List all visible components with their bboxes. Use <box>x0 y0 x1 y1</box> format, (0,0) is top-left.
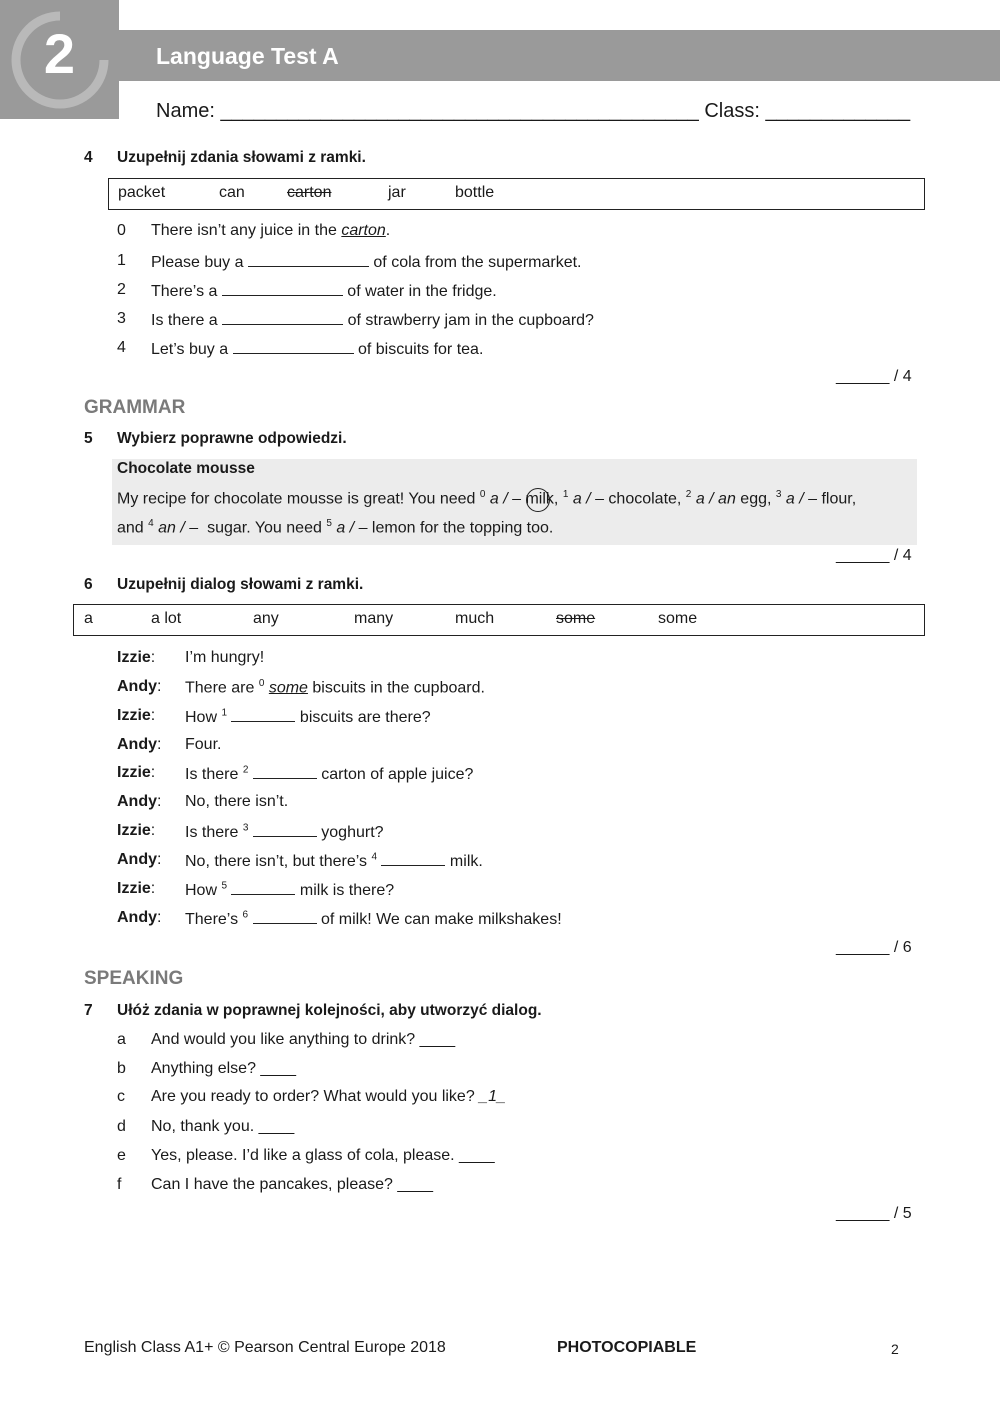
item-text: of strawberry jam in the cupboard? <box>343 312 594 329</box>
ex7-item <box>117 1176 433 1194</box>
name-blank[interactable]: ___________________________________________ <box>220 100 699 122</box>
line-text: How <box>185 882 222 899</box>
option-5[interactable]: a / – <box>336 519 368 537</box>
line-text: biscuits in the cupboard. <box>307 679 485 697</box>
gap-number: 4 <box>371 851 378 863</box>
item-text: Is there a <box>151 312 223 329</box>
answer-blank[interactable] <box>248 252 369 267</box>
word-some: some <box>658 610 698 627</box>
speaker: Izzie <box>117 707 151 724</box>
gap-number: 4 <box>148 518 154 529</box>
item-text: Yes, please. I’d like a glass of cola, please. <box>151 1147 460 1164</box>
speaker: Andy <box>117 736 157 753</box>
item-text: No, thank you. <box>151 1118 259 1135</box>
ex4-item <box>117 281 497 300</box>
grammar-heading: GRAMMAR <box>84 397 186 418</box>
unit-number: 2 <box>43 22 76 85</box>
ex4-item <box>117 310 594 329</box>
ex7-item <box>117 1088 506 1106</box>
item-number: 2 <box>117 281 126 298</box>
footer-copyright: English Class A1+ © Pearson Central Europe 2018 <box>84 1339 446 1356</box>
ex5-line-1 <box>117 489 856 508</box>
ex7-item <box>117 1118 295 1136</box>
ex5-line-2 <box>117 518 553 537</box>
name-label: Name: <box>156 100 215 122</box>
word-jar: jar <box>388 184 406 201</box>
text: sugar. You need <box>198 519 327 537</box>
item-text: And would you like anything to drink? <box>151 1031 420 1048</box>
line-text: There’s <box>185 911 243 928</box>
item-text: Please buy a <box>151 254 248 271</box>
item-text: of water in the fridge. <box>342 283 497 300</box>
ex7-item <box>117 1060 296 1078</box>
item-number: 4 <box>117 339 126 356</box>
ex7-instruction: Ułóż zdania w poprawnej kolejności, aby utworzyć dialog. <box>117 1002 542 1019</box>
speaker: Izzie <box>117 649 151 666</box>
gap-number: 6 <box>242 909 249 921</box>
example-answer: carton <box>341 222 386 239</box>
text: My recipe for chocolate mousse is great! You need <box>117 490 480 508</box>
example-answer: some <box>268 679 308 697</box>
option-1[interactable]: a / – <box>572 490 604 508</box>
ex4-instruction: Uzupełnij zdania słowami z ramki. <box>117 149 366 166</box>
speaker: Andy <box>117 678 157 695</box>
answer-blank[interactable] <box>231 880 295 895</box>
item-number: 1 <box>117 252 126 269</box>
word-bottle: bottle <box>455 184 495 201</box>
gap-number: 5 <box>326 518 332 529</box>
word-can: can <box>219 184 245 201</box>
gap-number: 3 <box>775 489 782 500</box>
item-text: . <box>385 222 391 239</box>
ex6-score[interactable]: ______ / 6 <box>836 939 912 956</box>
answer-blank[interactable] <box>222 281 343 296</box>
ex5-text-title: Chocolate mousse <box>117 460 255 477</box>
line-text: biscuits are there? <box>295 709 431 726</box>
answer-blank[interactable] <box>231 707 295 722</box>
word-many: many <box>354 610 394 627</box>
text: chocolate, <box>603 490 686 508</box>
speaker: Andy <box>117 909 157 926</box>
answer-blank[interactable] <box>233 339 354 354</box>
dialog-line: Andy: No, there isn’t. <box>117 793 289 810</box>
word-some-used: some <box>556 610 596 627</box>
dialog-line: Izzie: How $^5$ milk is there? <box>117 880 395 899</box>
item-letter: b <box>117 1060 126 1077</box>
word-a-lot: a lot <box>151 610 182 627</box>
word-any: any <box>253 610 279 627</box>
line-text: Is there <box>185 824 243 841</box>
word-carton: carton <box>287 184 332 201</box>
dialog-line: Izzie: Is there $^2$ carton of apple juice? <box>117 764 474 783</box>
line-text: No, there isn’t, but there’s <box>185 853 372 870</box>
ex5-score[interactable]: ______ / 4 <box>836 547 912 564</box>
line-text: Is there <box>185 766 243 783</box>
ex7-item <box>117 1147 495 1165</box>
ex6-instruction: Uzupełnij dialog słowami z ramki. <box>117 576 364 593</box>
ex7-number: 7 <box>84 1002 93 1019</box>
gap-number: 2 <box>685 489 692 500</box>
answer-blank[interactable] <box>253 822 317 837</box>
text: lemon for the topping too. <box>367 519 554 537</box>
word-packet: packet <box>118 184 166 201</box>
item-text: Let’s buy a <box>151 341 233 358</box>
ex5-instruction: Wybierz poprawne odpowiedzi. <box>117 430 347 447</box>
gap-number: 2 <box>242 764 249 776</box>
speaker: Izzie <box>117 764 151 781</box>
gap-number: 0 <box>258 678 265 689</box>
item-number: 0 <box>117 222 126 239</box>
line-text: There are <box>185 679 259 697</box>
item-text: Are you ready to order? What would you like? <box>151 1088 480 1105</box>
ex6-number: 6 <box>84 576 93 593</box>
ex6-word-box <box>73 604 925 636</box>
text: flour, <box>817 490 857 508</box>
order-blank[interactable]: ____ <box>258 1118 295 1135</box>
speaker: Izzie <box>117 822 151 839</box>
answer-blank[interactable] <box>381 851 445 866</box>
line-text: yoghurt? <box>316 824 384 841</box>
ex4-number: 4 <box>84 149 93 166</box>
gap-number: 3 <box>242 822 249 834</box>
order-blank[interactable]: ____ <box>459 1147 495 1164</box>
line-text: milk. <box>445 853 483 870</box>
speaking-heading: SPEAKING <box>84 968 184 989</box>
speaker: Andy <box>117 793 157 810</box>
item-text: There’s a <box>151 283 222 300</box>
answer-blank[interactable] <box>253 909 317 924</box>
dialog-line: Izzie: How $^1$ biscuits are there? <box>117 707 431 726</box>
line-text: carton of apple juice? <box>316 766 474 783</box>
selected-answer-circle <box>526 488 550 512</box>
title-bar <box>119 30 1000 81</box>
item-letter: e <box>117 1147 126 1164</box>
line-text: Four. <box>185 736 222 753</box>
dialog-line: Andy: No, there isn’t, but there’s $^4$ milk. <box>117 851 483 870</box>
speaker: Izzie <box>117 880 151 897</box>
item-text: There isn’t any juice in the <box>151 222 342 239</box>
item-text: of biscuits for tea. <box>353 341 484 358</box>
item-text: of cola from the supermarket. <box>368 254 582 271</box>
option-3[interactable]: a / – <box>785 490 818 508</box>
line-text: No, there isn’t. <box>185 793 289 810</box>
item-letter: a <box>117 1031 126 1048</box>
line-text: I’m hungry! <box>185 649 265 666</box>
option-0[interactable]: a / – <box>489 490 522 508</box>
text: and <box>117 519 149 537</box>
answer-blank[interactable] <box>222 310 343 325</box>
ex4-example <box>117 222 391 240</box>
footer-photocopiable: PHOTOCOPIABLE <box>557 1339 697 1356</box>
dialog-line: Izzie: Is there $^3$ yoghurt? <box>117 822 384 841</box>
page-title: Language Test A <box>156 43 339 69</box>
item-text: Can I have the pancakes, please? <box>151 1176 398 1193</box>
dialog-line: Izzie: I’m hungry! <box>117 649 265 666</box>
item-number: 3 <box>117 310 126 327</box>
class-blank[interactable]: _____________ <box>765 100 911 122</box>
line-text: milk is there? <box>295 882 395 899</box>
dialog-line: Andy: There are $^0$ some biscuits in the cupboard. <box>117 678 485 697</box>
order-blank[interactable]: ____ <box>260 1060 296 1077</box>
name-class-row <box>156 100 910 123</box>
order-blank[interactable]: ____ <box>419 1031 456 1048</box>
ex4-word-box <box>108 178 925 210</box>
page-number: 2 <box>891 1341 899 1357</box>
option-2[interactable]: a / an <box>695 490 736 508</box>
text: milk, <box>521 490 563 508</box>
gap-number: 0 <box>479 489 486 500</box>
item-letter: d <box>117 1118 126 1135</box>
unit-badge <box>0 0 119 119</box>
item-letter: c <box>117 1088 125 1105</box>
ex5-number: 5 <box>84 430 93 447</box>
gap-number: 1 <box>562 489 569 500</box>
ex4-score[interactable]: ______ / 4 <box>836 368 912 385</box>
word-a: a <box>84 610 93 627</box>
word-much: much <box>455 610 495 627</box>
option-4[interactable]: an / – <box>158 519 199 537</box>
text: egg, <box>735 490 776 508</box>
ex7-item <box>117 1031 456 1049</box>
answer-blank[interactable] <box>253 764 317 779</box>
gap-number: 1 <box>221 707 228 719</box>
gap-number: 5 <box>221 880 228 892</box>
dialog-line: Andy: Four. <box>117 736 222 753</box>
ex4-item <box>117 252 582 271</box>
dialog-line: Andy: There’s $^6$ of milk! We can make milkshakes! <box>117 909 562 928</box>
item-letter: f <box>117 1176 122 1193</box>
speaker: Andy <box>117 851 157 868</box>
ex7-score[interactable]: ______ / 5 <box>836 1205 912 1222</box>
item-text: Anything else? <box>151 1060 261 1077</box>
line-text: of milk! We can make milkshakes! <box>316 911 562 928</box>
order-example-answer: _1_ <box>479 1088 506 1105</box>
ex4-item <box>117 339 484 358</box>
line-text: How <box>185 709 222 726</box>
class-label: Class: <box>704 100 760 122</box>
order-blank[interactable]: ____ <box>397 1176 433 1193</box>
